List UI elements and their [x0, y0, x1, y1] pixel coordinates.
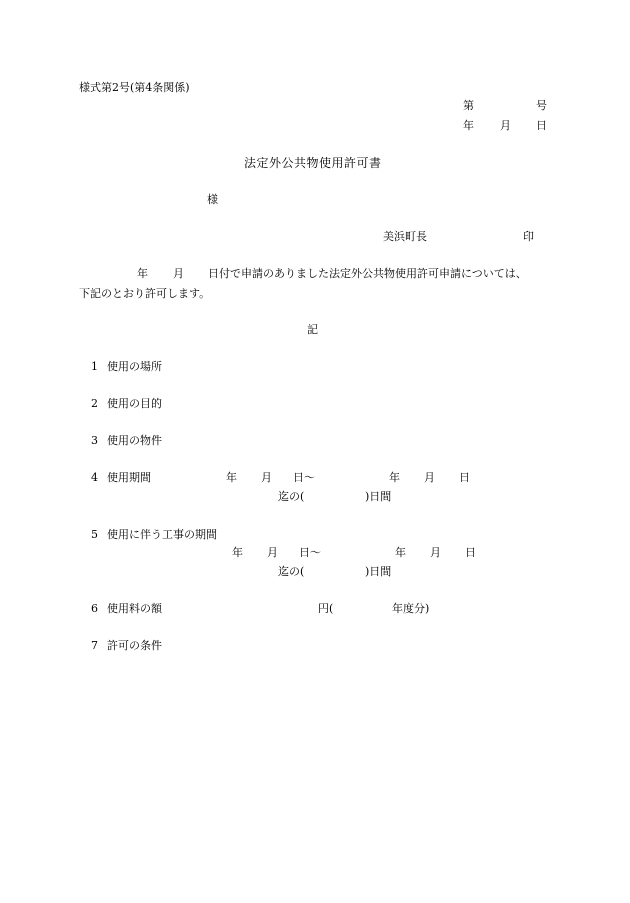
period-days: )日間 — [365, 490, 392, 503]
period-to-day: 日 — [459, 471, 470, 484]
date-year: 年 — [463, 119, 474, 132]
item-number: 6 — [91, 602, 98, 615]
work-from-day: 日～ — [299, 546, 321, 559]
ki-heading: 記 — [307, 323, 318, 336]
item-number: 5 — [91, 528, 98, 541]
date-day: 日 — [536, 119, 547, 132]
fee-fiscal-year: 年度分) — [392, 602, 430, 615]
body-year: 年 — [137, 267, 148, 280]
item-label: 使用料の額 — [107, 602, 162, 615]
item-number: 4 — [91, 471, 98, 484]
period-from-month: 月 — [261, 471, 272, 484]
form-reference: 様式第2号(第4条関係) — [79, 81, 190, 94]
item-label: 使用の物件 — [107, 434, 162, 447]
period-from-year: 年 — [226, 471, 237, 484]
item-number: 3 — [91, 434, 98, 447]
period-to-year: 年 — [389, 471, 400, 484]
issuer-name: 美浜町長 — [383, 230, 427, 243]
item-number: 2 — [91, 397, 98, 410]
work-days: )日間 — [365, 565, 392, 578]
date-month: 月 — [500, 119, 511, 132]
doc-number-go: 号 — [536, 99, 547, 112]
item-number: 1 — [91, 360, 98, 373]
document-title: 法定外公共物使用許可書 — [244, 156, 382, 170]
body-line1: 日付で申請のありました法定外公共物使用許可申請については、 — [208, 267, 527, 280]
item-number: 7 — [91, 639, 98, 652]
period-to-month: 月 — [424, 471, 435, 484]
period-until: 迄の( — [278, 490, 305, 503]
seal-mark: 印 — [523, 230, 534, 243]
body-line2: 下記のとおり許可します。 — [79, 287, 211, 300]
addressee-suffix: 様 — [207, 193, 218, 206]
body-month: 月 — [173, 267, 184, 280]
period-from-day: 日～ — [293, 471, 315, 484]
work-to-year: 年 — [395, 546, 406, 559]
item-label: 許可の条件 — [107, 639, 162, 652]
fee-yen: 円( — [318, 602, 334, 615]
work-from-month: 月 — [267, 546, 278, 559]
item-label: 使用期間 — [107, 471, 151, 484]
work-to-day: 日 — [465, 546, 476, 559]
item-label: 使用に伴う工事の期間 — [107, 528, 217, 541]
work-until: 迄の( — [278, 565, 305, 578]
doc-number-dai: 第 — [463, 99, 474, 112]
item-label: 使用の場所 — [107, 360, 162, 373]
work-from-year: 年 — [232, 546, 243, 559]
work-to-month: 月 — [430, 546, 441, 559]
item-label: 使用の目的 — [107, 397, 162, 410]
